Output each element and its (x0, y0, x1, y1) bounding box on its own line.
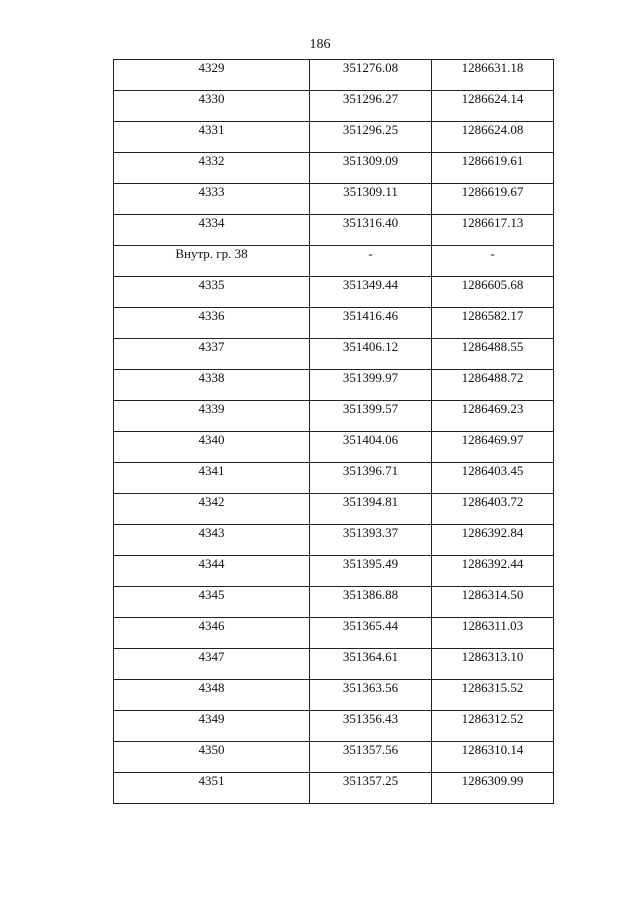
x-coordinate-cell: 351349.44 (310, 277, 432, 308)
table-row (114, 153, 554, 184)
table-row (114, 215, 554, 246)
y-coordinate-cell: 1286619.61 (432, 153, 554, 184)
x-coordinate-cell: 351393.37 (310, 525, 432, 556)
table-row (114, 556, 554, 587)
table-row (114, 680, 554, 711)
point-id-cell: 4332 (114, 153, 310, 184)
point-id-cell: 4346 (114, 618, 310, 649)
point-id-cell: 4339 (114, 401, 310, 432)
point-id-cell: Внутр. гр. 38 (114, 246, 310, 277)
x-coordinate-cell: 351399.57 (310, 401, 432, 432)
point-id-cell: 4329 (114, 60, 310, 91)
point-id-cell: 4336 (114, 308, 310, 339)
table-row (114, 308, 554, 339)
x-coordinate-cell: 351404.06 (310, 432, 432, 463)
table-row (114, 525, 554, 556)
point-id-cell: 4341 (114, 463, 310, 494)
table-row (114, 246, 554, 277)
table-row (114, 60, 554, 91)
y-coordinate-cell: 1286392.44 (432, 556, 554, 587)
coordinates-table-body (114, 60, 554, 804)
x-coordinate-cell: 351276.08 (310, 60, 432, 91)
y-coordinate-cell: 1286403.72 (432, 494, 554, 525)
point-id-cell: 4330 (114, 91, 310, 122)
x-coordinate-cell: 351406.12 (310, 339, 432, 370)
table-row (114, 370, 554, 401)
point-id-cell: 4347 (114, 649, 310, 680)
x-coordinate-cell: 351396.71 (310, 463, 432, 494)
y-coordinate-cell: 1286403.45 (432, 463, 554, 494)
y-coordinate-cell: 1286392.84 (432, 525, 554, 556)
point-id-cell: 4345 (114, 587, 310, 618)
x-coordinate-cell: 351416.46 (310, 308, 432, 339)
table-row (114, 711, 554, 742)
y-coordinate-cell: 1286469.97 (432, 432, 554, 463)
y-coordinate-cell: 1286312.52 (432, 711, 554, 742)
point-id-cell: 4344 (114, 556, 310, 587)
page-number: 186 (309, 37, 331, 52)
table-row (114, 773, 554, 804)
x-coordinate-cell: 351395.49 (310, 556, 432, 587)
point-id-cell: 4350 (114, 742, 310, 773)
point-id-cell: 4337 (114, 339, 310, 370)
y-coordinate-cell: 1286488.72 (432, 370, 554, 401)
point-id-cell: 4335 (114, 277, 310, 308)
x-coordinate-cell: - (310, 246, 432, 277)
y-coordinate-cell: 1286314.50 (432, 587, 554, 618)
y-coordinate-cell: 1286469.23 (432, 401, 554, 432)
y-coordinate-cell: 1286624.14 (432, 91, 554, 122)
x-coordinate-cell: 351356.43 (310, 711, 432, 742)
table-row (114, 122, 554, 153)
x-coordinate-cell: 351357.56 (310, 742, 432, 773)
y-coordinate-cell: 1286582.17 (432, 308, 554, 339)
point-id-cell: 4351 (114, 773, 310, 804)
x-coordinate-cell: 351363.56 (310, 680, 432, 711)
table-row (114, 432, 554, 463)
x-coordinate-cell: 351309.11 (310, 184, 432, 215)
x-coordinate-cell: 351399.97 (310, 370, 432, 401)
y-coordinate-cell: 1286313.10 (432, 649, 554, 680)
table-row (114, 463, 554, 494)
point-id-cell: 4338 (114, 370, 310, 401)
table-row (114, 184, 554, 215)
table-row (114, 587, 554, 618)
point-id-cell: 4333 (114, 184, 310, 215)
table-row (114, 742, 554, 773)
table-row (114, 494, 554, 525)
x-coordinate-cell: 351357.25 (310, 773, 432, 804)
point-id-cell: 4349 (114, 711, 310, 742)
point-id-cell: 4342 (114, 494, 310, 525)
x-coordinate-cell: 351309.09 (310, 153, 432, 184)
table-row (114, 618, 554, 649)
table-row (114, 649, 554, 680)
point-id-cell: 4334 (114, 215, 310, 246)
x-coordinate-cell: 351386.88 (310, 587, 432, 618)
point-id-cell: 4348 (114, 680, 310, 711)
table-row (114, 91, 554, 122)
coordinates-table (113, 59, 554, 804)
y-coordinate-cell: 1286315.52 (432, 680, 554, 711)
y-coordinate-cell: - (432, 246, 554, 277)
y-coordinate-cell: 1286619.67 (432, 184, 554, 215)
table-row (114, 277, 554, 308)
y-coordinate-cell: 1286310.14 (432, 742, 554, 773)
point-id-cell: 4340 (114, 432, 310, 463)
point-id-cell: 4331 (114, 122, 310, 153)
y-coordinate-cell: 1286631.18 (432, 60, 554, 91)
point-id-cell: 4343 (114, 525, 310, 556)
x-coordinate-cell: 351365.44 (310, 618, 432, 649)
x-coordinate-cell: 351296.27 (310, 91, 432, 122)
x-coordinate-cell: 351394.81 (310, 494, 432, 525)
y-coordinate-cell: 1286309.99 (432, 773, 554, 804)
x-coordinate-cell: 351364.61 (310, 649, 432, 680)
x-coordinate-cell: 351316.40 (310, 215, 432, 246)
y-coordinate-cell: 1286488.55 (432, 339, 554, 370)
table-row (114, 401, 554, 432)
x-coordinate-cell: 351296.25 (310, 122, 432, 153)
y-coordinate-cell: 1286311.03 (432, 618, 554, 649)
y-coordinate-cell: 1286624.08 (432, 122, 554, 153)
y-coordinate-cell: 1286605.68 (432, 277, 554, 308)
y-coordinate-cell: 1286617.13 (432, 215, 554, 246)
table-row (114, 339, 554, 370)
